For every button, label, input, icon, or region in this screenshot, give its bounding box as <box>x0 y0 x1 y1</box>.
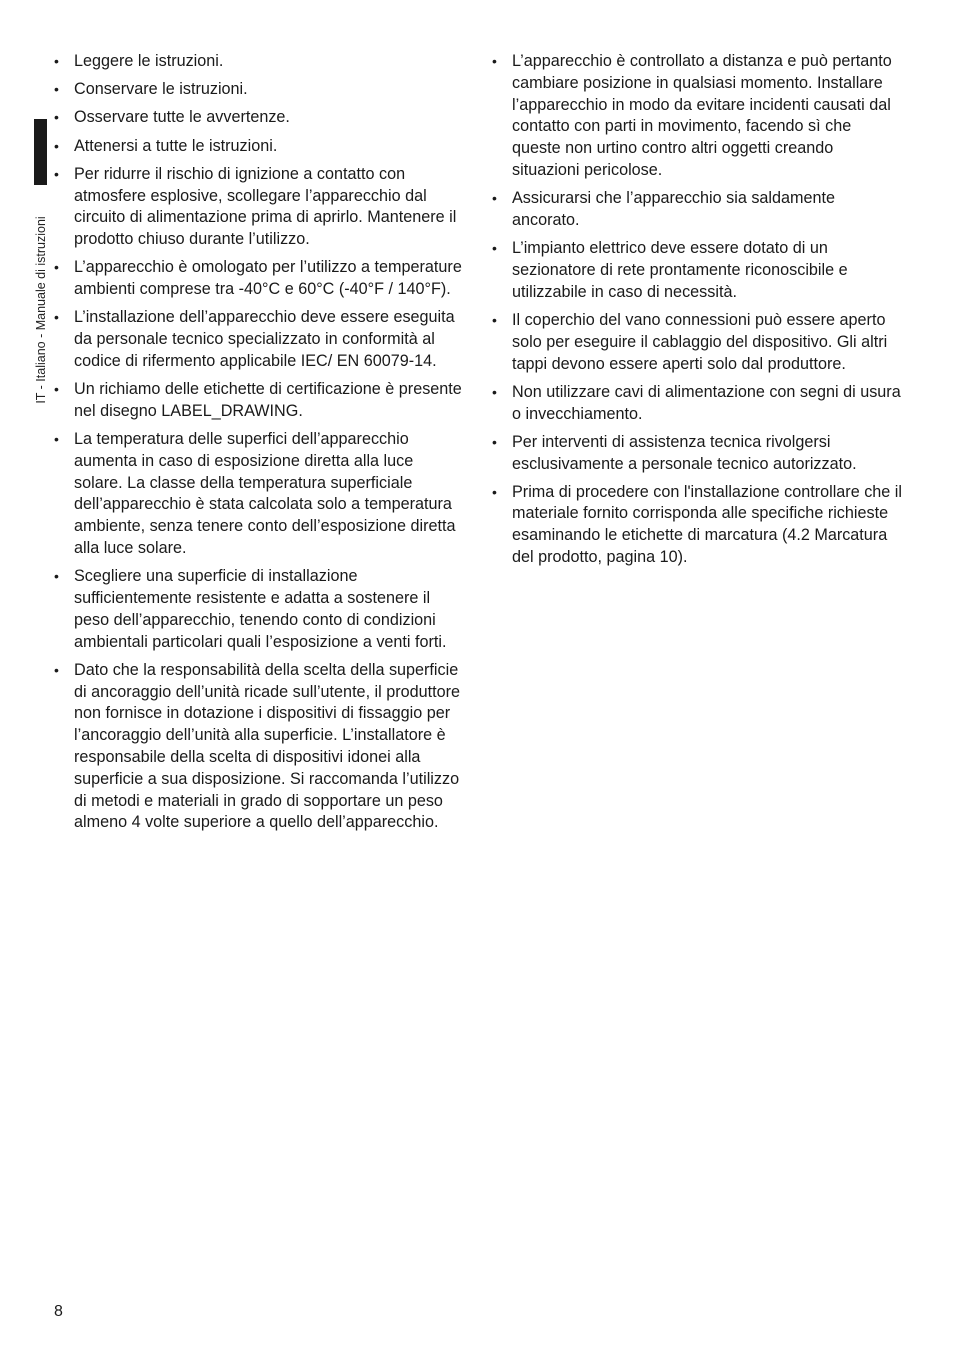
bullet-icon: • <box>492 190 497 207</box>
bullet-icon: • <box>492 483 497 500</box>
list-item: • La temperatura delle superfici dell’apparecchio aumenta in caso di esposizione diretta alla luce solare. La classe della temperatura superficiale dell’apparecchio è stata calcolata solo a temperatura ambiente, senza tenere conto dell’esposizione diretta alla luce solare. <box>54 430 456 558</box>
list-item: • L’impianto elettrico deve essere dotato di un sezionatore di rete prontamente riconoscibile e utilizzabile in caso di necessità. <box>492 239 848 301</box>
list-item: • Osservare tutte le avvertenze. <box>52 107 464 129</box>
bullet-icon: • <box>54 259 59 276</box>
bullet-icon: • <box>54 568 59 585</box>
left-bullet-list <box>52 51 464 834</box>
list-item: • Per interventi di assistenza tecnica rivolgersi esclusivamente a personale tecnico autorizzato. <box>492 432 857 473</box>
bullet-icon: • <box>54 165 59 182</box>
bullet-icon: • <box>54 137 59 154</box>
bullet-icon: • <box>54 431 59 448</box>
bullet-icon: • <box>492 311 497 328</box>
right-bullet-list <box>490 51 902 569</box>
bullet-icon: • <box>492 240 497 257</box>
list-item: • Attenersi a tutte le istruzioni. <box>52 136 464 158</box>
sidebar-language-label: IT - Italiano - Manuale di istruzioni <box>34 216 48 404</box>
list-item: • Dato che la responsabilità della scelta della superficie di ancoraggio dell’unità ricade sull’utente, il produttore non fornisce in dotazione i dispositivi di fissaggio per l’ancoraggio dell’unità alla superficie. L’installatore è responsabile della scelta di dispositivi idonei alla superficie a sua disposizione. Si raccomanda l’utilizzo di metodi e materiali in grado di sopportare un peso almeno 4 volte superiore a quello dell’apparecchio. <box>54 660 461 832</box>
bullet-icon: • <box>54 53 59 69</box>
list-item: • L’apparecchio è controllato a distanza e può pertanto cambiare posizione in qualsiasi momento. Installare l’apparecchio in modo da evitare incidenti causati dal contatto con parti in movimento, facendo sì che queste non urtino contro altri oggetti creando situazioni pericolose. <box>492 52 892 179</box>
right-column <box>490 51 902 575</box>
list-item: • Assicurarsi che l’apparecchio sia saldamente ancorato. <box>492 189 836 229</box>
bullet-icon: • <box>54 109 59 126</box>
list-item: • Un richiamo delle etichette di certificazione è presente nel disegno LABEL_DRAWING. <box>54 380 462 420</box>
list-item: • Il coperchio del vano connessioni può essere aperto solo per eseguire il cablaggio del dispositivo. Gli altri tappi devono essere aperti solo dal produttore. <box>492 310 888 373</box>
bullet-icon: • <box>492 383 497 400</box>
list-item: • Conservare le istruzioni. <box>52 79 464 101</box>
list-item: • Prima di procedere con l'installazione controllare che il materiale fornito corrisponda alle specifiche richieste esaminando le etichette di marcatura (4.2 Marcatura del prodotto, pagina 10). <box>492 482 902 567</box>
list-item: • Non utilizzare cavi di alimentazione con segni di usura o invecchiamento. <box>492 382 901 423</box>
bullet-icon: • <box>54 309 59 326</box>
list-item: • L’installazione dell’apparecchio deve essere eseguita da personale tecnico specializzato in conformità al codice di rifermento applicabile IEC/ EN 60079-14. <box>54 308 455 370</box>
list-item: • Leggere le istruzioni. <box>52 51 464 73</box>
bullet-icon: • <box>54 381 59 398</box>
bullet-icon: • <box>492 53 497 69</box>
section-tab-marker <box>34 119 47 185</box>
left-column <box>52 51 464 841</box>
bullet-icon: • <box>54 81 59 98</box>
list-item: • L’apparecchio è omologato per l’utilizzo a temperature ambienti comprese tra -40°C e 60°C (-40°F / 140°F). <box>54 258 462 299</box>
page-number: 8 <box>54 1303 63 1320</box>
list-item: • Per ridurre il rischio di ignizione a contatto con atmosfere esplosive, scollegare l’apparecchio dal circuito di alimentazione prima di aprirlo. Mantenere il prodotto chiuso durante l’utilizzo. <box>54 164 457 249</box>
bullet-icon: • <box>492 433 497 450</box>
list-item: • Scegliere una superficie di installazione sufficientemente resistente e adatta a sostenere il peso dell’apparecchio, tenendo conto di condizioni ambientali particolari quali l’esposizione a venti forti. <box>54 567 447 651</box>
bullet-icon: • <box>54 661 59 678</box>
